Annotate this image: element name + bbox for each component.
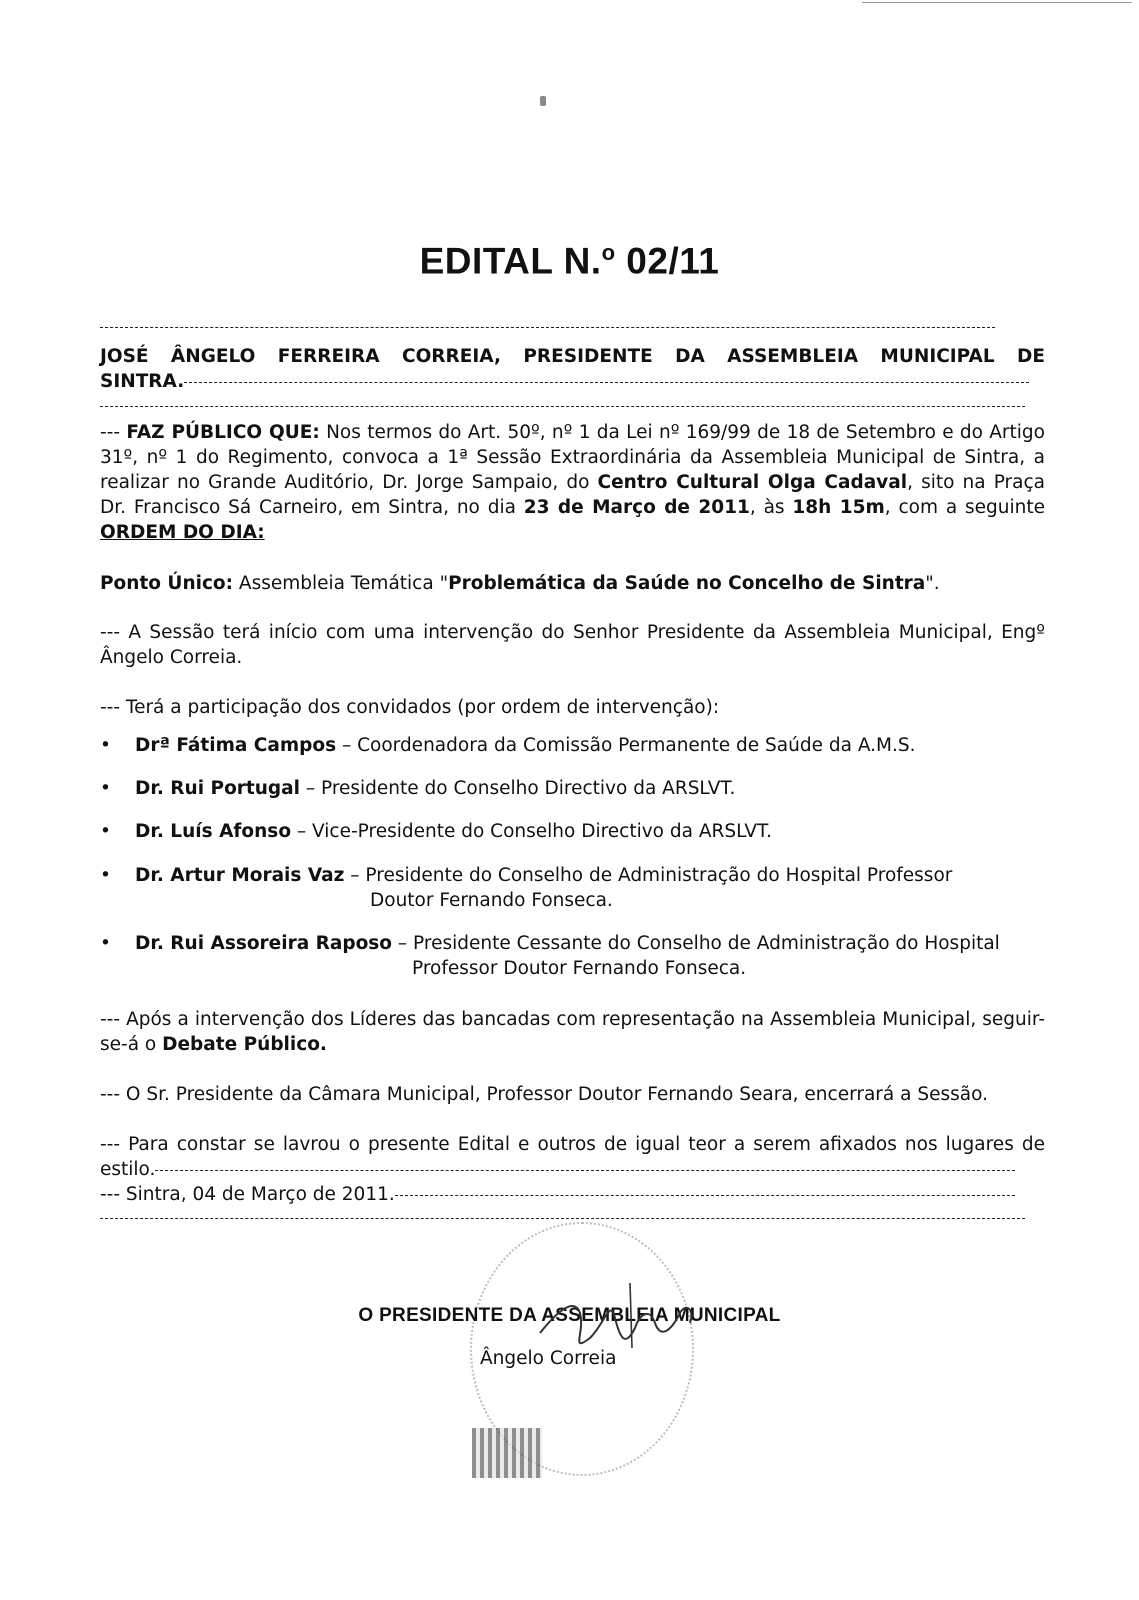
signatory-name: Ângelo Correia	[480, 1348, 617, 1369]
faz-publico-paragraph: --- FAZ PÚBLICO QUE: Nos termos do Art. 50º, nº 1 da Lei nº 169/99 de 18 de Setembro e do Artigo 31º, nº 1 do Regimento, convoca a 1ª Sessão Extraordinária da Assembleia Municipal de Sintra, a realizar no Grande Auditório, Dr. Jorge Sampaio, do Centro Cultural Olga Cadaval, sito na Praça Dr. Francisco Sá Carneiro, em Sintra, no dia 23 de Março de 2011, às 18h 15m, com a seguinte ORDEM DO DIA:	[100, 422, 1046, 543]
participacao-paragraph: --- Terá a participação dos convidados (por ordem de intervenção):	[100, 697, 720, 718]
apos-paragraph: --- Após a intervenção dos Líderes das bancadas com representação na Assembleia Municipal, seguir-se-á o Debate Público.	[100, 1009, 1045, 1055]
ponto-unico: Ponto Único: Assembleia Temática "Problemática da Saúde no Concelho de Sintra".	[100, 573, 940, 594]
dashed-rule	[100, 406, 1025, 407]
guest-role-continuation: Doutor Fernando Fonseca.	[370, 890, 613, 911]
constar-line-1: --- Para constar se lavrou o presente Edital e outros de igual teor a serem afixados nos lugares de	[100, 1134, 1045, 1155]
seal-building-icon	[472, 1428, 542, 1478]
scan-speck	[540, 96, 546, 106]
bullet-icon: •	[100, 735, 111, 756]
date-line: --- Sintra, 04 de Março de 2011.	[100, 1182, 1045, 1207]
bullet-icon: •	[100, 778, 111, 799]
guest-role-continuation: Professor Doutor Fernando Fonseca.	[412, 958, 747, 979]
bullet-icon: •	[100, 865, 111, 886]
header-line-2: SINTRA.	[100, 369, 1045, 394]
edital-title: EDITAL N.$^o$ 02/11	[419, 240, 720, 282]
bullet-icon: •	[100, 821, 111, 842]
scan-edge-line	[862, 2, 1132, 3]
dashed-rule	[100, 327, 995, 328]
presidente-camara-paragraph: --- O Sr. Presidente da Câmara Municipal, Professor Doutor Fernando Seara, encerrará a Sessão.	[100, 1084, 988, 1105]
header-line-1: JOSÉ ÂNGELO FERREIRA CORREIA, PRESIDENTE DA ASSEMBLEIA MUNICIPAL DE	[100, 346, 1045, 367]
signature-title: O PRESIDENTE DA ASSEMBLEIA MUNICIPAL	[358, 1305, 781, 1326]
dashed-rule	[100, 1218, 1025, 1219]
bullet-icon: •	[100, 933, 111, 954]
document-page: EDITAL N.$^o$ 02/11 JOSÉ ÂNGELO FERREIRA CORREIA, PRESIDENTE DA ASSEMBLEIA MUNICIPAL DE SINTRA. --- FAZ PÚBLICO QUE: Nos termos do Art. 50º, nº 1 da Lei nº 169/99 de 18 de Setembro e do Artigo 31º, nº 1 do Regimento, convoca a 1ª Sessão Extraordinária da Assembleia Municipal de Sintra, a realizar no Grande Auditório, Dr. Jorge Sampaio, do Centro Cultural Olga Cadaval, sito na Praça Dr. Francisco Sá Carneiro, em Sintra, no dia 23 de Março de 2011, às 18h 15m, com a seguinte ORDEM DO DIA: Ponto Único: Assembleia Temática "Problemática da Saúde no Concelho de Sintra". --- A Sessão terá início com uma intervenção do Senhor Presidente da Assembleia Municipal, Engº Ângelo Correia. --- Terá a participação dos convidados (por ordem de intervenção): • Drª Fátima Campos – Coordenadora da Comissão Permanente de Saúde da A.M.S. • Dr. Rui Portugal – Presidente do Conselho Directivo da ARSLVT. • Dr. Luís Afonso – Vice-Presidente do Conselho Directivo da ARSLVT. • Dr. Artur Morais Vaz – Presidente do Conselho de Administração do Hospital Professor Doutor Fernando Fonseca. • Dr. Rui Assoreira Raposo – Presidente Cessante do Conselho de Administração do Hospital Professor Doutor Fernando Fonseca. --- Após a intervenção dos Líderes das bancadas com representação na Assembleia Municipal, seguir-se-á o Debate Público. --- O Sr. Presidente da Câmara Municipal, Professor Doutor Fernando Seara, encerrará a Sessão. --- Para constar se lavrou o presente Edital e outros de igual teor a serem afixados nos lugares de estilo. --- Sintra, 04 de Março de 2011. O PRESIDENTE DA ASSEMBLEIA MUNICIPAL Ângelo Correia	[0, 0, 1139, 1600]
sessao-paragraph: --- A Sessão terá início com uma intervenção do Senhor Presidente da Assembleia Municipal, Engº Ângelo Correia.	[100, 622, 1045, 668]
constar-line-2: estilo.	[100, 1157, 1045, 1182]
